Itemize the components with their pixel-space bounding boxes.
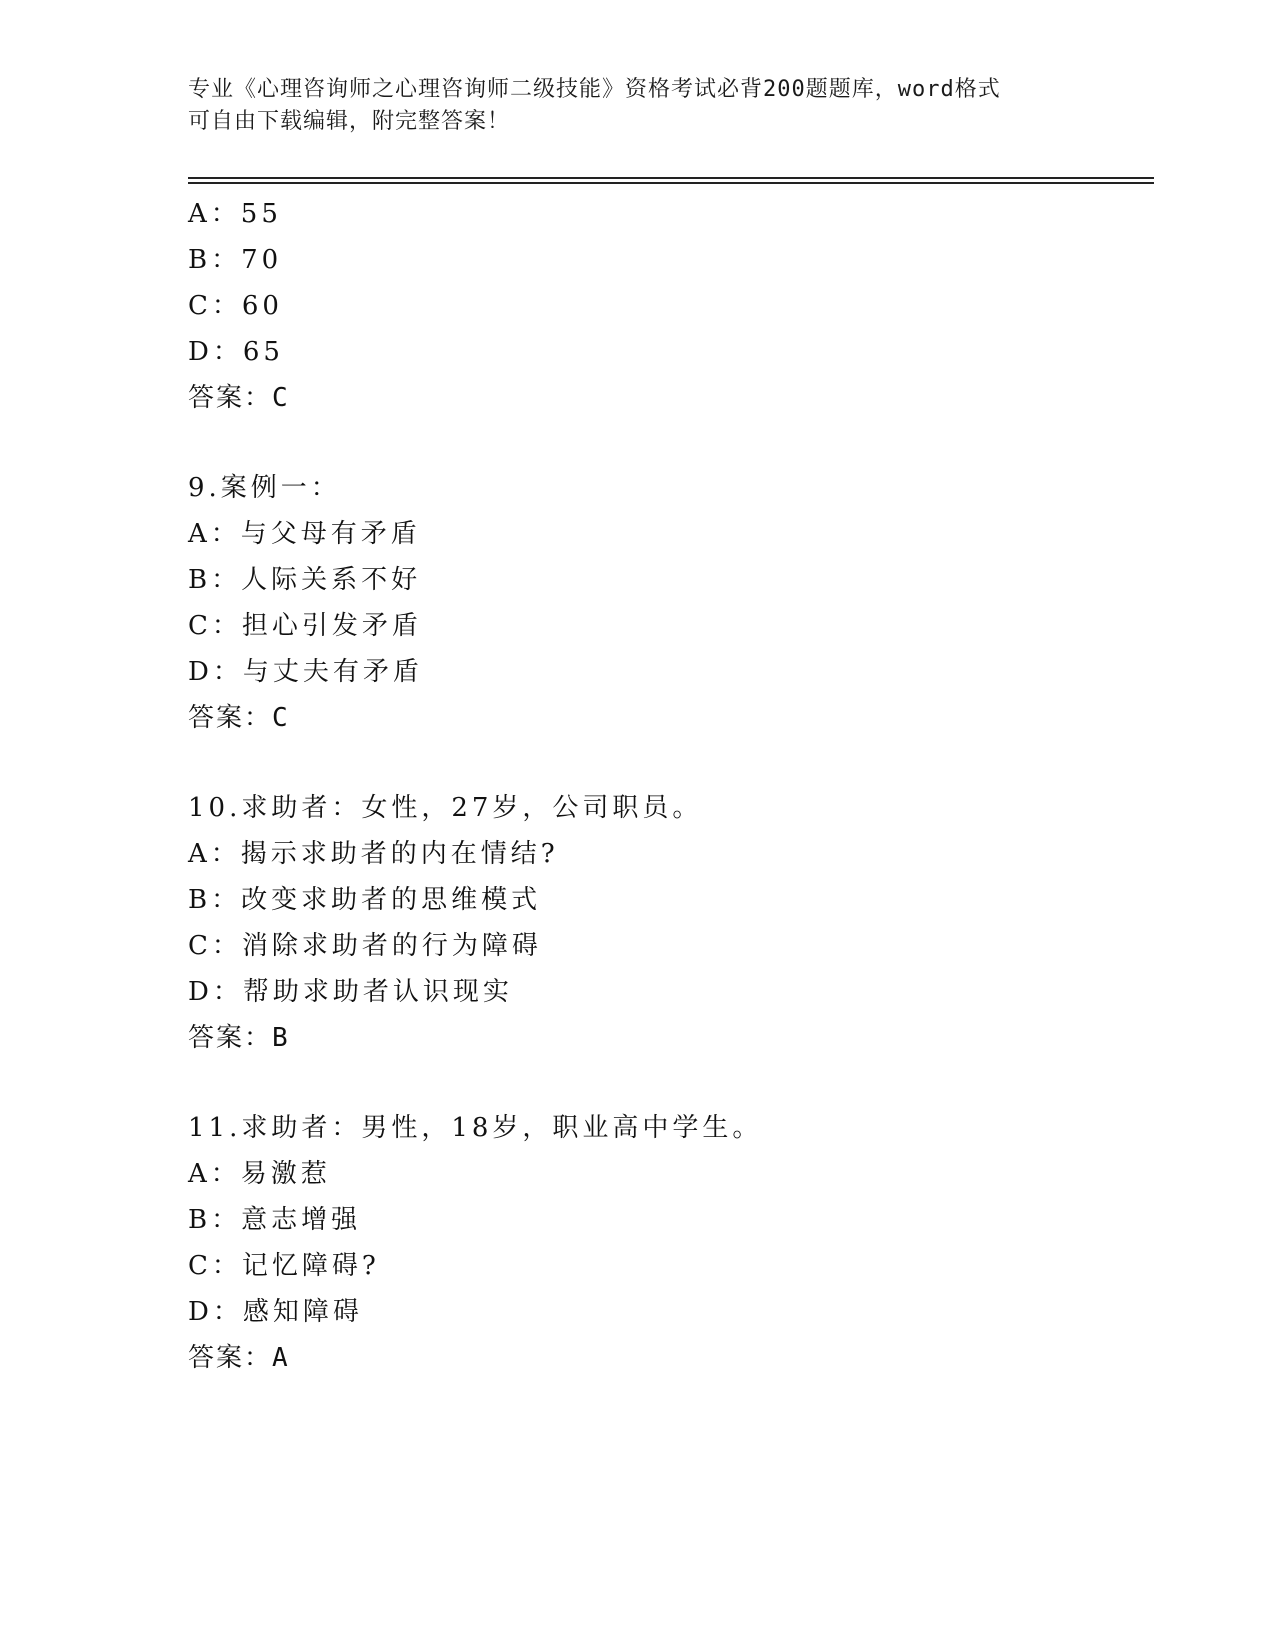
option-b: B：意志增强 [188,1205,362,1235]
question-title: 10.求助者：女性，27岁，公司职员。 [188,793,703,823]
option-b: B：人际关系不好 [188,565,422,595]
header-line-1: 专业《心理咨询师之心理咨询师二级技能》资格考试必背200题题库，word格式 [188,77,1001,102]
option-d: D：感知障碍 [188,1297,363,1327]
option-c: C：消除求助者的行为障碍 [188,931,542,961]
question-title: 9.案例一： [188,473,341,503]
answer: 答案：A [188,1343,290,1373]
question-block [188,465,1148,741]
option-c: C：记忆障碍? [188,1251,380,1281]
document-header [188,74,1088,138]
question-block [188,191,1148,421]
option-c: C：担心引发矛盾 [188,611,422,641]
option-a: A：揭示求助者的内在情结? [188,839,559,869]
question-list [188,191,1148,1381]
question-block [188,1105,1148,1381]
question-spacer [188,741,1148,785]
option-b: B：改变求助者的思维模式 [188,885,542,915]
option-d: D：65 [188,337,284,367]
option-a: A：易激惹 [188,1159,331,1189]
answer: 答案：C [188,383,290,413]
answer: 答案：B [188,1023,290,1053]
option-a: A：与父母有矛盾 [188,519,421,549]
question-block [188,785,1148,1061]
header-line-2: 可自由下载编辑，附完整答案！ [188,109,511,134]
header-divider-bottom [188,182,1154,184]
option-d: D：帮助求助者认识现实 [188,977,513,1007]
question-spacer [188,421,1148,465]
question-spacer [188,1061,1148,1105]
option-a: A：55 [188,199,282,229]
answer: 答案：C [188,703,290,733]
header-divider-top [188,177,1154,179]
option-c: C：60 [188,291,283,321]
question-title: 11.求助者：男性，18岁，职业高中学生。 [188,1113,763,1143]
option-b: B：70 [188,245,283,275]
option-d: D：与丈夫有矛盾 [188,657,423,687]
